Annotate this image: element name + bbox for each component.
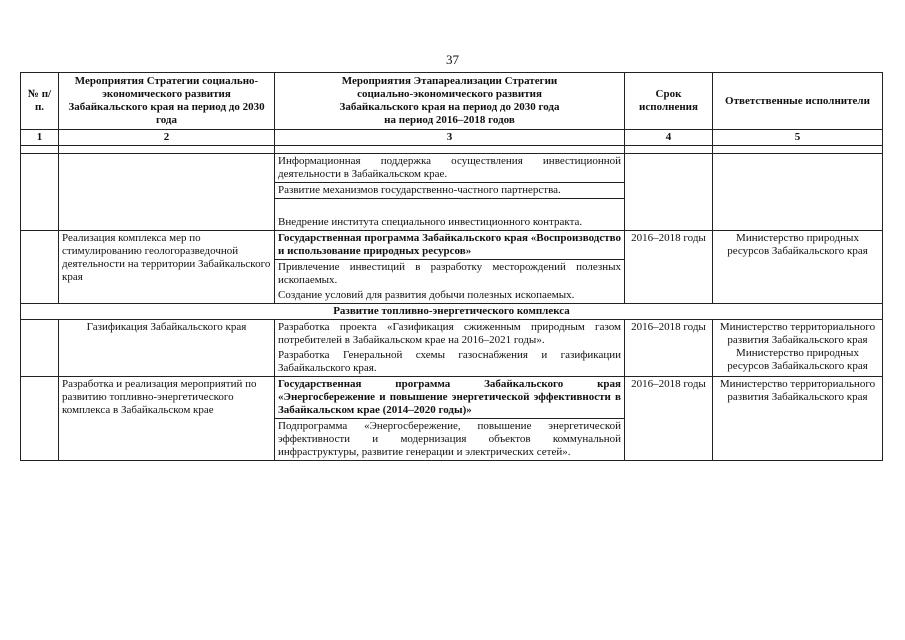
state-program: Государственная программа Забайкальского края «Энергосбережение и повышение энергетической эффективности в Забайкальском крае (2014–2020 годы)» (275, 377, 624, 419)
column-number: 2 (59, 130, 275, 146)
table-row (21, 377, 883, 461)
table-row (21, 231, 883, 304)
executor-item: Министерство природных ресурсов Забайкальского края (727, 347, 868, 372)
executors-cell (713, 154, 883, 231)
state-program: Государственная программа Забайкальского края «Воспроизводство и использование природных ресурсов» (275, 231, 624, 260)
strategy-activity-cell: Разработка и реализация мероприятий по развитию топливно-энергетического комплекса в Забайкальском крае (59, 377, 275, 461)
measure-item: Развитие механизмов государственно-частного партнерства. (275, 183, 624, 199)
column-number: 3 (275, 130, 625, 146)
header-row (21, 73, 883, 130)
header-strategy-activities: Мероприятия Стратегии социально-экономического развития Забайкальского края на период до 2030 года (59, 73, 275, 130)
strategy-activity-cell: Газификация Забайкальского края (59, 320, 275, 377)
header-executors: Ответственные исполнители (713, 73, 883, 130)
measure-item: Подпрограмма «Энергосбережение, повышение энергетической эффективности и модернизация объектов коммунальной инфраструктуры, развитие генерации и электрических сетей». (278, 420, 621, 458)
header-stage-line-1: Мероприятия Этапареализации Стратегии (341, 75, 558, 87)
column-number: 1 (21, 130, 59, 146)
section-heading-row (21, 304, 883, 320)
column-number: 4 (625, 130, 713, 146)
page-number: 37 (446, 52, 459, 67)
term-cell: 2016–2018 годы (625, 377, 713, 461)
header-number: № п/п. (21, 73, 59, 130)
measure-item: Информационная поддержка осуществления инвестиционной деятельности в Забайкальском крае. (275, 154, 624, 183)
strategy-activities-table (20, 72, 883, 461)
measure-item: Разработка проекта «Газификация сжиженным природным газом потребителей в Забайкальском крае на 2016–2021 годы». (278, 321, 621, 346)
header-stage-line-2: социально-экономического развития (357, 88, 542, 100)
header-stage-line-4: на период 2016–2018 годов (384, 114, 515, 126)
strategy-activity-cell: Реализация комплекса мер по стимулированию геологоразведочной деятельности на территории Забайкальского края (59, 231, 275, 304)
term-cell: 2016–2018 годы (625, 231, 713, 304)
row-number (21, 377, 59, 461)
measure-item: Внедрение института специального инвестиционного контракта. (278, 216, 583, 228)
measure-item: Разработка Генеральной схемы газоснабжения и газификации Забайкальского края. (278, 349, 621, 374)
term-cell: 2016–2018 годы (625, 320, 713, 377)
term-cell (625, 154, 713, 231)
header-term: Срок исполнения (625, 73, 713, 130)
row-number (21, 154, 59, 231)
stage-measures-cell (275, 154, 625, 231)
stage-measures-cell (275, 320, 625, 377)
executors-cell: Министерство территориального развития Забайкальского края (713, 377, 883, 461)
column-number-row (21, 130, 883, 146)
row-number (21, 231, 59, 304)
spacer-row (21, 146, 883, 154)
table-row (21, 154, 883, 231)
strategy-activity-cell (59, 154, 275, 231)
measure-item: Создание условий для развития добычи полезных ископаемых. (278, 289, 575, 301)
executors-cell: Министерство природных ресурсов Забайкальского края (713, 231, 883, 304)
header-stage-activities (275, 73, 625, 130)
measure-item: Привлечение инвестиций в разработку месторождений полезных ископаемых. (278, 261, 621, 286)
section-title: Развитие топливно-энергетического комплекса (21, 304, 883, 320)
stage-measures-cell (275, 231, 625, 304)
table-row (21, 320, 883, 377)
row-number (21, 320, 59, 377)
executors-cell (713, 320, 883, 377)
column-number: 5 (713, 130, 883, 146)
header-stage-line-3: Забайкальского края на период до 2030 года (339, 101, 560, 113)
executor-item: Министерство территориального развития Забайкальского края (719, 321, 876, 346)
stage-measures-cell (275, 377, 625, 461)
